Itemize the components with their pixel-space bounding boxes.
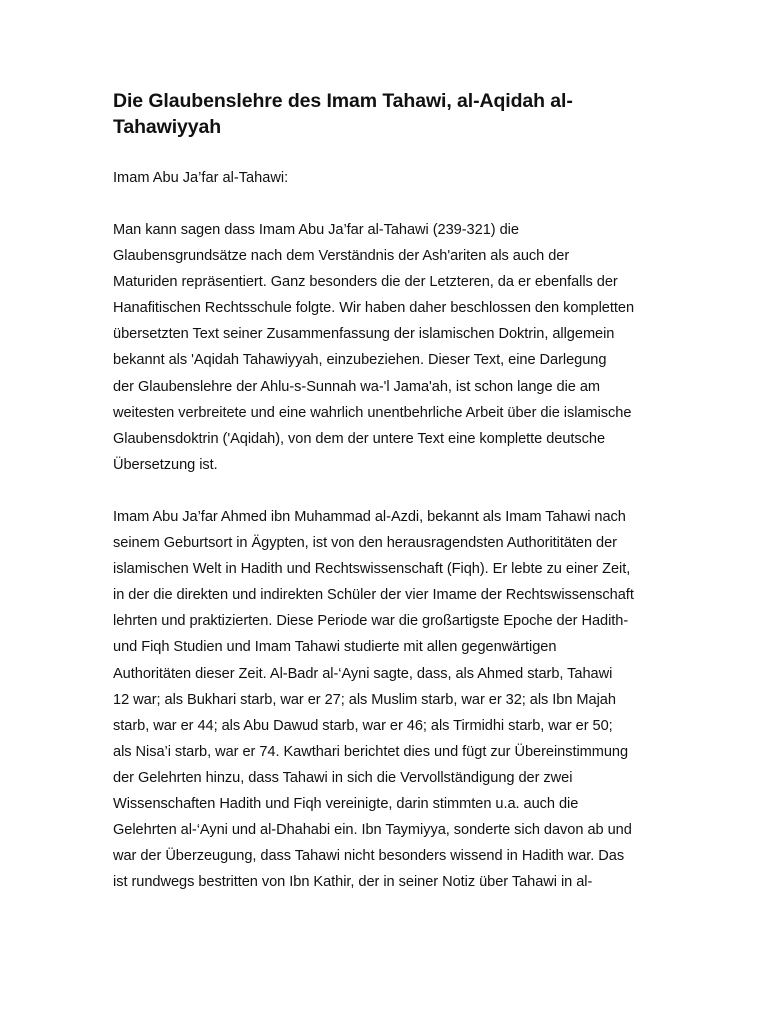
text-line: Maturiden repräsentiert. Ganz besonders die der Letzteren, da er ebenfalls der: [113, 274, 618, 291]
text-line: als Nisa’i starb, war er 74. Kawthari berichtet dies und fügt zur Übereinstimmung: [113, 743, 629, 760]
text-line: Übersetzung ist.: [113, 456, 218, 473]
document-page: [113, 88, 658, 921]
text-line: starb, war er 44; als Abu Dawud starb, war er 46; als Tirmidhi starb, war er 50;: [113, 717, 613, 734]
text-line: Glaubensdoktrin ('Aqidah), von dem der untere Text eine komplette deutsche: [113, 430, 606, 447]
text-line: war der Überzeugung, dass Tahawi nicht besonders wissend in Hadith war. Das: [113, 848, 625, 865]
text-line: bekannt als 'Aqidah Tahawiyyah, einzubeziehen. Dieser Text, eine Darlegung: [113, 352, 607, 369]
title-line: Tahawiyyah: [113, 116, 222, 138]
text-line: Wissenschaften Hadith und Fiqh vereinigte, darin stimmten u.a. auch die: [113, 795, 579, 812]
text-line: islamischen Welt in Hadith und Rechtswissenschaft (Fiqh). Er lebte zu einer Zeit,: [113, 561, 631, 578]
text-line: und Fiqh Studien und Imam Tahawi studierte mit allen gegenwärtigen: [113, 639, 557, 656]
text-line: Gelehrten al-‘Ayni und al-Dhahabi ein. Ibn Taymiyya, sonderte sich davon ab und: [113, 822, 632, 839]
document-title: [113, 88, 658, 140]
paragraph-introduction: [113, 217, 658, 478]
text-line: lehrten und praktizierten. Diese Periode war die großartigste Epoche der Hadith-: [113, 613, 629, 630]
text-line: übersetzten Text seiner Zusammenfassung der islamischen Doktrin, allgemein: [113, 326, 615, 343]
text-line: 12 war; als Bukhari starb, war er 27; als Muslim starb, war er 32; als Ibn Majah: [113, 691, 616, 708]
text-line: Authoritäten dieser Zeit. Al-Badr al-‘Ayni sagte, dass, als Ahmed starb, Tahawi: [113, 665, 613, 682]
text-line: Hanafitischen Rechtsschule folgte. Wir haben daher beschlossen den kompletten: [113, 300, 635, 317]
text-line: weitesten verbreitete und eine wahrlich unentbehrliche Arbeit über die islamische: [113, 404, 632, 421]
text-line: der Gelehrten hinzu, dass Tahawi in sich die Vervollständigung der zwei: [113, 769, 573, 786]
text-line: Imam Abu Ja’far Ahmed ibn Muhammad al-Azdi, bekannt als Imam Tahawi nach: [113, 508, 626, 525]
text-line: in der die direkten und indirekten Schüler der vier Imame der Rechtswissenschaft: [113, 587, 634, 604]
text-line: Man kann sagen dass Imam Abu Ja’far al-Tahawi (239-321) die: [113, 222, 519, 238]
title-line: Die Glaubenslehre des Imam Tahawi, al-Aqidah al-: [113, 90, 573, 112]
text-line: ist rundwegs bestritten von Ibn Kathir, der in seiner Notiz über Tahawi in al-: [113, 874, 593, 891]
author-subtitle: Imam Abu Ja’far al-Tahawi:: [113, 170, 289, 186]
text-line: Glaubensgrundsätze nach dem Verständnis der Ash'ariten als auch der: [113, 248, 570, 265]
text-line: der Glaubenslehre der Ahlu-s-Sunnah wa-'l Jama'ah, ist schon lange die am: [113, 378, 601, 395]
text-line: seinem Geburtsort in Ägypten, ist von den herausragendsten Authoritіtäten der: [113, 535, 617, 552]
paragraph-biography: [113, 504, 658, 895]
